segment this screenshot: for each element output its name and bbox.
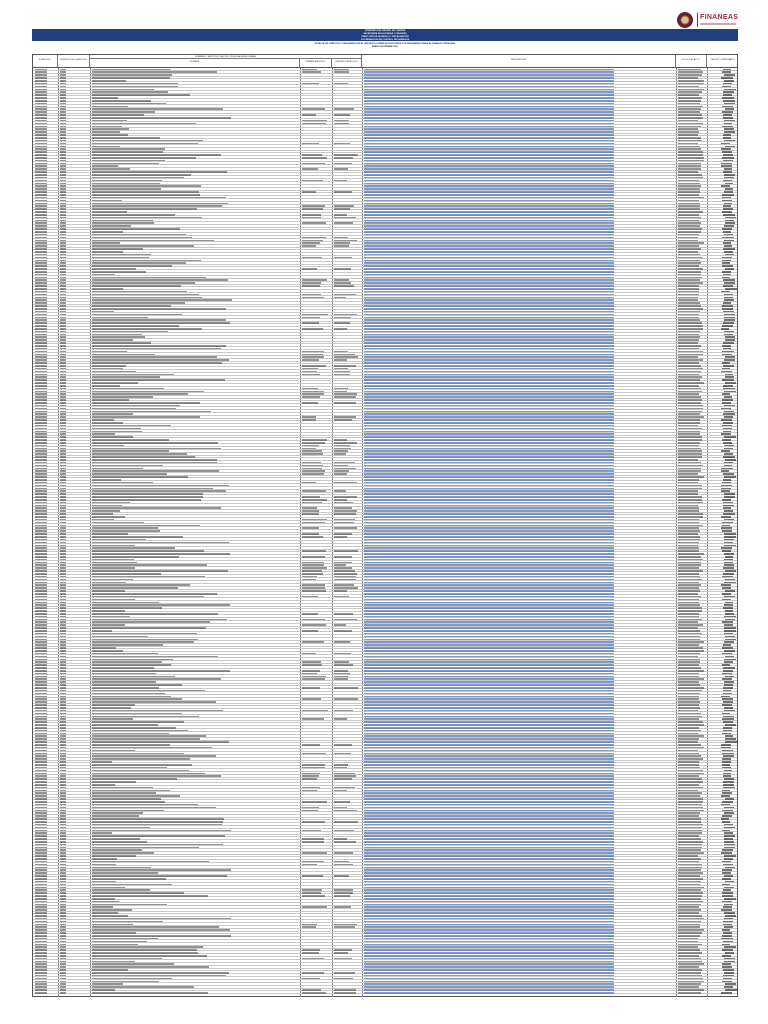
condonation-table [32, 54, 738, 997]
banner-line-4: COORDINACIÓN DE CONTROL DE INGRESOS [360, 39, 410, 41]
header-banner [32, 29, 738, 41]
table-row [33, 991, 737, 994]
table-cell [35, 992, 47, 994]
header-descripcion: DESCRIPCIÓN [362, 55, 676, 67]
banner-line-2: SECRETARÍA DE HACIENDA Y FINANZAS [363, 33, 407, 35]
header-periodo: PERIODO DEL EJERCICIO [58, 55, 90, 67]
banner-line-3: DIRECCIÓN DE INGRESOS Y RECAUDACIÓN [361, 36, 409, 38]
table-cell [678, 992, 701, 994]
table-body [33, 68, 737, 997]
table-cell [721, 992, 731, 994]
header-beneficiario-group: NOMBRE O RAZÓN SOCIAL DEL PERSONA BENEFICIARIA [90, 55, 362, 59]
table-cell [92, 992, 208, 994]
table-cell [334, 992, 356, 994]
header-monto: MONTO CONDONADO [711, 59, 735, 61]
subtitle-line-1: DETALLE DE CRÉDITOS CONDONADOS EN EL IMPUESTO SOBRE EROGACIONES POR REMUNERACIONES AL TRABAJO PERSONAL [314, 43, 456, 45]
state-seal-icon [677, 12, 693, 28]
finanzas-logo [677, 12, 739, 30]
header-primer-apellido: PRIMER APELLIDO [300, 59, 332, 67]
table-cell [60, 992, 66, 994]
header-folio: FOLIO DEL ACTO [676, 55, 707, 67]
header-segundo-apellido: SEGUNDO APELLIDO [332, 59, 362, 67]
logo-divider [697, 13, 698, 27]
document-subtitle [32, 43, 738, 49]
header-nombre: NOMBRE [90, 59, 300, 67]
subtitle-line-2: ENERO-DICIEMBRE 2021 [371, 46, 399, 48]
banner-line-1: GOBIERNO DEL ESTADO DE CHIAPAS [364, 30, 406, 32]
table-cell [302, 992, 326, 994]
header-ejercicio: EJERCICIO [33, 55, 58, 67]
table-cell [364, 992, 614, 994]
logo-text: FINANEAS [700, 14, 739, 21]
logo-underline [700, 23, 736, 25]
banner-lines [32, 30, 738, 42]
